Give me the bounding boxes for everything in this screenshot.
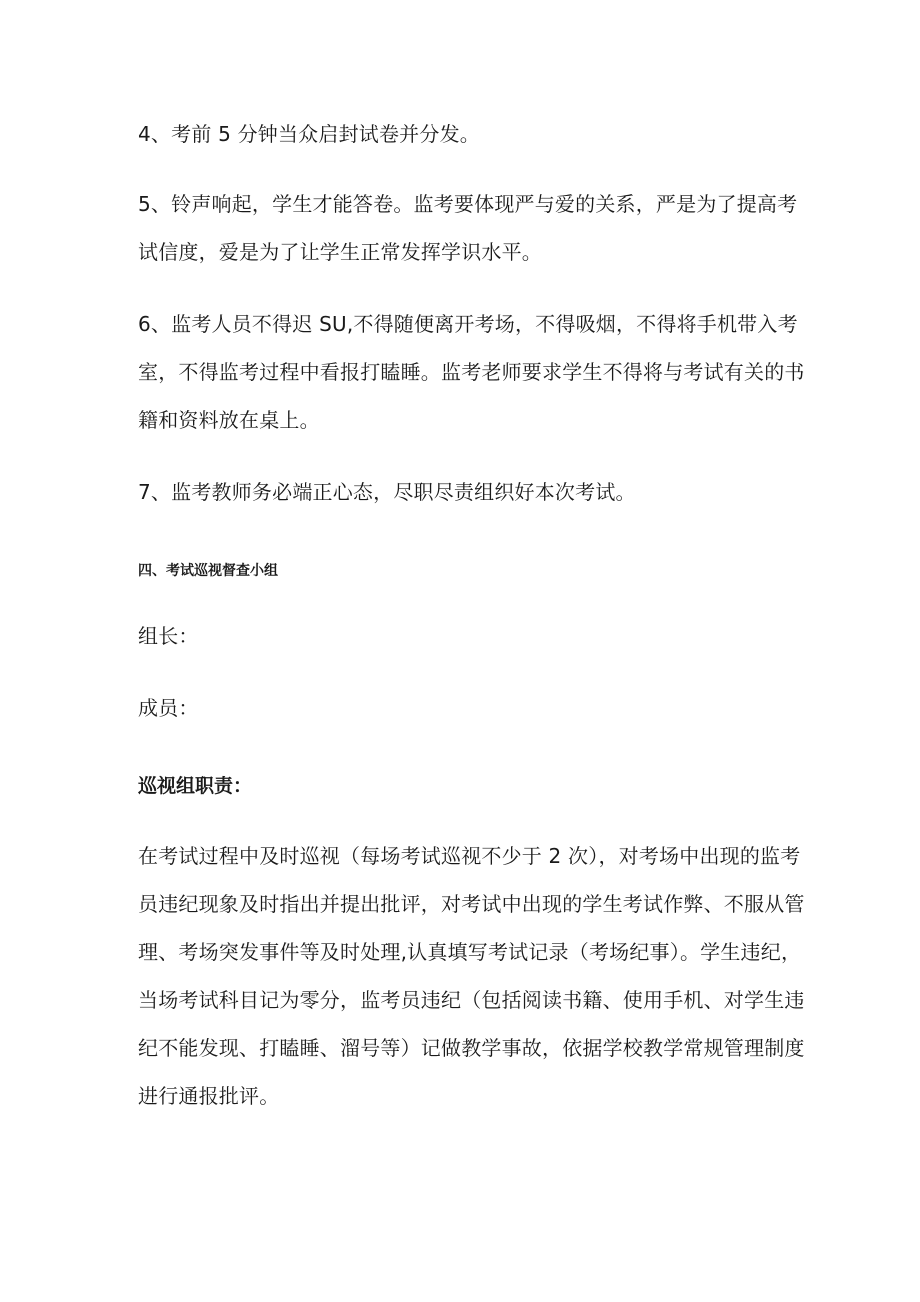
duties-line-2: 员违纪现象及时指出并提出批评，对考试中出现的学生考试作弊、不服从管 [138, 892, 805, 916]
item-6-line-3: 籍和资料放在桌上。 [138, 408, 320, 432]
item-6-line-1: 6、监考人员不得迟 SU,不得随便离开考场，不得吸烟，不得将手机带入考 [138, 312, 798, 336]
duties-line-5: 纪不能发现、打瞌睡、溜号等）记做教学事故，依据学校教学常规管理制度 [138, 1036, 805, 1060]
duties-line-6: 进行通报批评。 [138, 1084, 280, 1108]
leader-label: 组长： [138, 624, 199, 648]
members-label: 成员： [138, 696, 199, 720]
duties-heading: 巡视组职责： [138, 775, 253, 797]
duties-line-4: 当场考试科目记为零分，监考员违纪（包括阅读书籍、使用手机、对学生违 [138, 988, 805, 1012]
item-5-line-2: 试信度，爱是为了让学生正常发挥学识水平。 [138, 240, 542, 264]
item-6-line-2: 室，不得监考过程中看报打瞌睡。监考老师要求学生不得将与考试有关的书 [138, 360, 805, 384]
item-5-line-1: 5、铃声响起，学生才能答卷。监考要体现严与爱的关系，严是为了提高考 [138, 192, 798, 216]
duties-line-1: 在考试过程中及时巡视（每场考试巡视不少于 2 次），对考场中出现的监考 [138, 844, 801, 868]
section-heading: 四、考试巡视督查小组 [138, 563, 278, 579]
duties-line-3: 理、考场突发事件等及时处理,认真填写考试记录（考场纪事）。学生违纪， [138, 940, 802, 964]
item-7-line-1: 7、监考教师务必端正心态，尽职尽责组织好本次考试。 [138, 480, 636, 504]
item-4-line-1: 4、考前 5 分钟当众启封试卷并分发。 [138, 122, 480, 146]
